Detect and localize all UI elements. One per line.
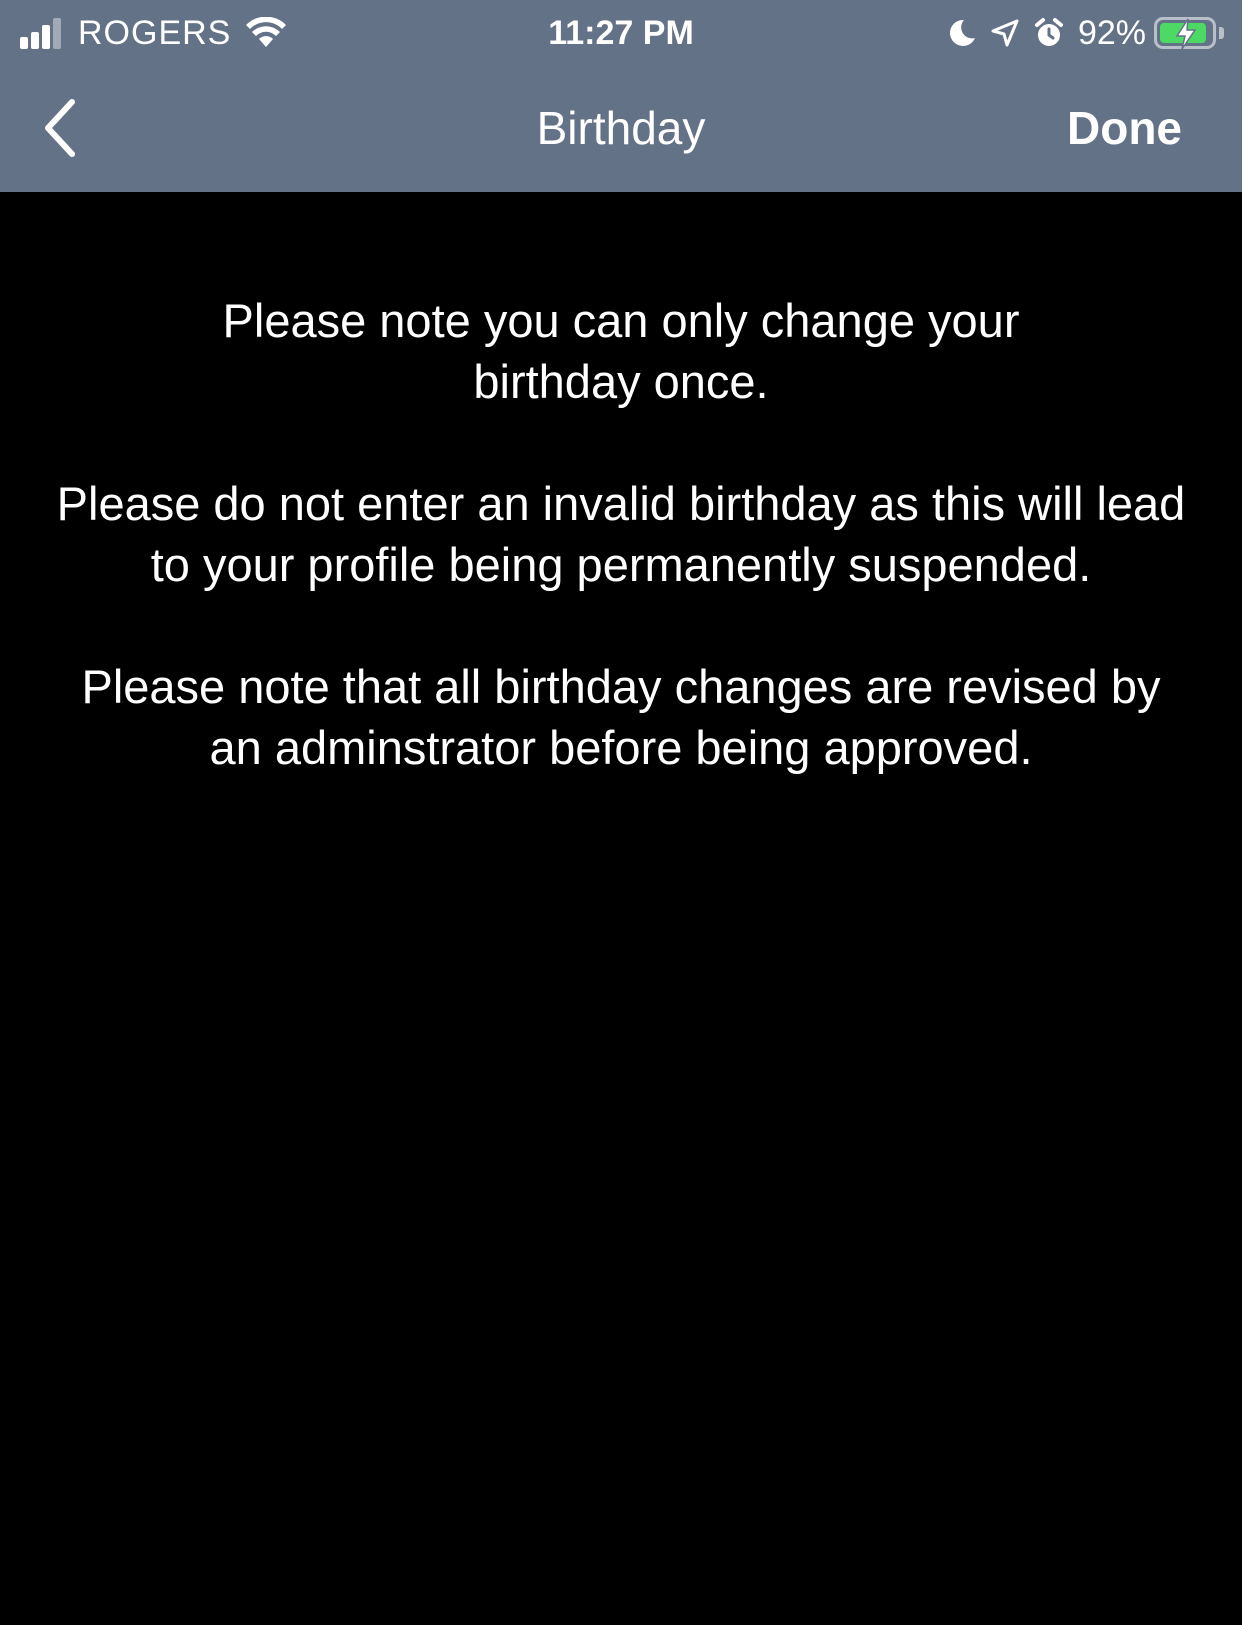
alarm-icon bbox=[1034, 17, 1064, 49]
status-time: 11:27 PM bbox=[548, 14, 694, 52]
battery-tip bbox=[1219, 27, 1224, 39]
location-arrow-icon bbox=[990, 18, 1020, 48]
status-bar bbox=[0, 0, 1242, 64]
notice-paragraph-admin-review: Please note that all birthday changes are revised by an adminstrator before being approved. bbox=[81, 660, 1161, 774]
page-title: Birthday bbox=[536, 102, 706, 154]
header-background bbox=[0, 0, 1242, 192]
status-right bbox=[934, 8, 1224, 58]
done-button[interactable]: Done bbox=[1067, 102, 1182, 154]
carrier-name: ROGERS bbox=[78, 13, 232, 52]
wifi-icon bbox=[245, 17, 287, 49]
status-left bbox=[20, 8, 287, 58]
notice-paragraph-change-once: Please note you can only change your birthday once. bbox=[222, 294, 1020, 408]
moon-icon bbox=[948, 18, 976, 48]
birthday-notice bbox=[40, 290, 1202, 839]
battery-icon bbox=[1154, 17, 1216, 49]
battery-percent: 92% bbox=[1077, 13, 1146, 52]
notice-paragraph-invalid-warning: Please do not enter an invalid birthday as this will lead to your profile being permanently suspended. bbox=[56, 477, 1186, 591]
navigation-bar bbox=[0, 64, 1242, 192]
signal-icon bbox=[20, 17, 64, 49]
